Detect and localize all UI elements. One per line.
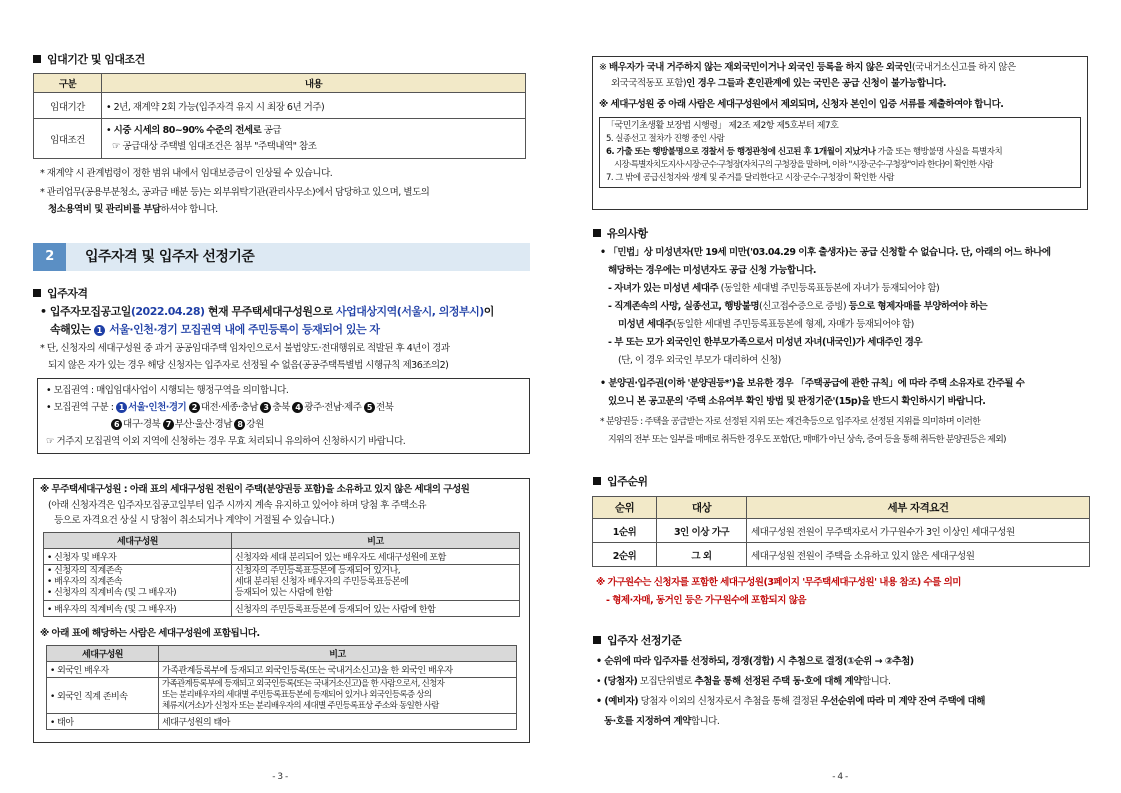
- priority-table: 순위 대상 세부 자격요건 1순위 3인 이상 가구 세대구성원 전원이 무주택자로서 가구원수가 3인 이상인 세대구성원 2순위 그 외 세대구성원 전원이 주택을 소유하고 있지 않은 세대구성원: [592, 496, 1090, 567]
- lease-row-text: • 2년, 재계약 2회 가능(입주자격 유지 시 최장 6년 거주): [102, 93, 526, 119]
- exclusion-inner-box: 「국민기초생활 보장법 시행령」 제2조 제2항 제5호부터 제7호 5. 실종선고 절차가 진행 중인 사람 6. 가출 또는 행방불명으로 경찰서 등 행정관청에 신고된 후 1개월이 지났거나 가출 또는 행방불명 사실을 특별자치 시장·특별자치도지사·시장·군수·구청장(자치구의 구청장을 말하며, 이하 "시장·군수·구청장"이라 한다)이 확인한 사람 7. 그 밖에 공급신청자와 생계 및 주거를 달리한다고 시장·군수·구청장이 확인한 사람: [599, 117, 1081, 188]
- page-number: - 3 -: [272, 772, 288, 782]
- section-2-banner: [33, 243, 530, 271]
- exclusion-box: ※ 배우자가 국내 거주하지 않는 재외국민이거나 외국인 등록을 하지 않은 외국인(국내거소신고를 하지 않은 외국국적동포 포함)인 경우 그들과 혼인관계에 있는 국민은 공급 신청이 불가능합니다. ※ 세대구성원 중 아래 사람은 세대구성원에서 제외되며, 신청자 본인이 입증 서류를 제출하여야 합니다. 「국민기초생활 보장법 시행령」 제2조 제2항 제5호부터 제7호 5. 실종선고 절차가 진행 중인 사람 6. 가출 또는 행방불명으로 경찰서 등 행정관청에 신고된 후 1개월이 지났거나 가출 또는 행방불명 사실을 특별자치 시장·특별자치도지사·시장·군수·구청장(자치구의 구청장을 말하며, 이하 "시장·군수·구청장"이라 한다)이 확인한 사람 7. 그 밖에 공급신청자와 생계 및 주거를 달리한다고 시장·군수·구청장이 확인한 사람: [592, 56, 1088, 210]
- household-table: 세대구성원 비고 • 신청자 및 배우자 신청자와 세대 분리되어 있는 배우자도 세대구성원에 포함 • 신청자의 직계존속 • 배우자의 직계존속 • 신청자의 직계비속 (및 그 배우자) 신청자의 주민등록표등본에 등재되어 있거나, 세대 분리된 신청자 배우자의 주민등록표등본에 등재되어 있는 사람에 한함 • 배우자의 직계비속 (및 그 배우자) 신청자의 주민등록표등본에 등재되어 있는 사람에 한함: [43, 532, 520, 617]
- household-box: ※ 무주택세대구성원 : 아래 표의 세대구성원 전원이 주택(분양권등 포함)을 소유하고 있지 않은 세대의 구성원 (아래 신청자격은 입주자모집공고일부터 입주 시까지 계속 유지하고 있어야 하며 당첨 후 주택소유 등으로 자격요건 상실 시 당첨이 취소되거나 계약이 거절될 수 있습니다.) 세대구성원 비고 • 신청자 및 배우자 신청자와 세대 분리되어 있는 배우자도 세대구성원에 포함 • 신청자의 직계존속 • 배우자의 직계존속 • 신청자의 직계비속 (및 그 배우자) 신청자의 주민등록표등본에 등재되어 있거나, 세대 분리된 신청자 배우자의 주민등록표등본에 등재되어 있는 사람에 한함 • 배우자의 직계비속 (및 그 배우자) 신청자의 주민등록표등본에 등재되어 있는 사람에 한함 ※ 아래 표에 해당하는 사람은 세대구성원에 포함됩니다. 세대구성원 비고 • 외국인 배우자 가족관계등록부에 등재되고 외국인등록(또는 국내거소신고)을 한 외국인 배우자 • 외국인 직계 존비속 가족관계등록부에 등재되고 외국인등록(또는 국내거소신고)을 한 사람으로서, 신청자 또는 분리배우자의 세대별 주민등록표등본에 등재되어 있거나 외국인등록증 상의 체류지(거소)가 신청자 또는 분리배우자의 세대별 주민등록표상 주소와 동일한 사람 • 태아 세대구성원의 태아: [33, 478, 530, 743]
- lease-row-label: 임대조건: [34, 119, 102, 159]
- eligibility-main: • 입주자모집공고일(2022.04.28) 현재 무주택세대구성원으로 사업대상지역(서울시, 의정부시)이 속해있는 1 서울·인천·경기 모집권역 내에 주민등록이 등재되어 있는 자: [40, 305, 494, 336]
- household-included-table: 세대구성원 비고 • 외국인 배우자 가족관계등록부에 등재되고 외국인등록(또는 국내거소신고)을 한 외국인 배우자 • 외국인 직계 존비속 가족관계등록부에 등재되고 외국인등록(또는 국내거소신고)을 한 사람으로서, 신청자 또는 분리배우자의 세대별 주민등록표등본에 등재되어 있거나 외국인등록증 상의 체류지(거소)가 신청자 또는 분리배우자의 세대별 주민등록표상 주소와 동일한 사람 • 태아 세대구성원의 태아: [46, 645, 517, 730]
- caution-heading: 유의사항: [593, 225, 648, 241]
- square-bullet-icon: [593, 477, 601, 485]
- lease-heading: 임대기간 및 임대조건: [33, 51, 145, 67]
- eligibility-notes: * 단, 신청자의 세대구성원 중 과거 공공임대주택 임차인으로서 불법양도·전대행위로 적발된 후 4년이 경과 되지 않은 자가 있는 경우 해당 신청자는 입주자로 선정될 수 없음(공공주택특별법 시행규칙 제36조의2): [40, 343, 450, 371]
- square-bullet-icon: [593, 229, 601, 237]
- section-title: 입주자격 및 입주자 선정기준: [85, 249, 255, 265]
- square-bullet-icon: [33, 55, 41, 63]
- lease-row-text: • 시중 시세의 80~90% 수준의 전세로 공급 ☞ 공급대상 주택별 임대조건은 첨부 "주택내역" 참조: [102, 119, 526, 159]
- page-3: [0, 0, 560, 793]
- lease-table: [33, 73, 526, 159]
- region-list: • 모집권역 구분 : 1 서울·인천·경기 2 대전·세종·충남 3 충북 4 광주·전남·제주 5 전북: [46, 402, 394, 413]
- page-4: [560, 0, 1121, 793]
- square-bullet-icon: [593, 636, 601, 644]
- section-number: 2: [33, 243, 66, 271]
- lease-row-label: 임대기간: [34, 93, 102, 119]
- lease-col-content: 내용: [102, 74, 526, 93]
- page-number: - 4 -: [832, 772, 848, 782]
- priority-heading: 입주순위: [593, 473, 648, 489]
- priority-notes: ※ 가구원수는 신청자를 포함한 세대구성원(3페이지 '무주택세대구성원' 내용 참조) 수를 의미 - 형제·자매, 동거인 등은 가구원수에 포함되지 않음: [596, 577, 961, 606]
- selection-heading: 입주자 선정기준: [593, 632, 681, 648]
- region-box: • 모집권역 : 매입임대사업이 시행되는 행정구역을 의미합니다. • 모집권역 구분 : 1 서울·인천·경기 2 대전·세종·충남 3 충북 4 광주·전남·제주 5 전북 6 대구·경북 7 부산·울산·경남 8 강원 ☞ 거주지 모집권역 이외 지역에 신청하는 경우 무효 처리되니 유의하여 신청하시기 바랍니다.: [37, 378, 530, 454]
- eligibility-heading: 입주자격: [33, 285, 88, 301]
- lease-col-type: 구분: [34, 74, 102, 93]
- lease-notes: * 재계약 시 관계법령이 정한 범위 내에서 임대보증금이 인상될 수 있습니다. * 관리업무(공용부분청소, 공과금 배분 등)는 외부위탁기관(관리사무소)에서 담당하고 있으며, 별도의 청소용역비 및 관리비를 부담하셔야 합니다.: [40, 168, 430, 215]
- caution-body: • 「민법」상 미성년자(만 19세 미만('03.04.29 이후 출생자)는 공급 신청할 수 없습니다. 단, 아래의 어느 하나에 해당하는 경우에는 미성년자도 공급 신청 가능합니다. - 자녀가 있는 미성년 세대주 (동일한 세대별 주민등록표등본에 자녀가 등재되어야 함) - 직계존속의 사망, 실종선고, 행방불명(신고접수증으로 증빙) 등으로 형제자매를 부양하여야 하는 미성년 세대주(동일한 세대별 주민등록표등본에 형제, 자매가 등재되어야 함) - 부 또는 모가 외국인인 한부모가족으로서 미성년 자녀(내국인)가 세대주인 경우 (단, 이 경우 외국인 부모가 대리하여 신청) • 분양권·입주권(이하 '분양권등*')을 보유한 경우 「주택공급에 관한 규칙」에 따라 주택 소유자로 간주될 수 있으니 본 공고문의 '주택 소유여부 확인 방법 및 판정기준'(15p)을 반드시 확인하시기 바랍니다. * 분양권등 : 주택을 공급받는 자로 선정된 지위 또는 재건축등으로 입주자로 선정된 지위를 의미하며 이러한 지위의 전부 또는 일부를 매매로 취득한 경우도 포함(단, 매매가 아닌 상속, 증여 등을 통해 취득한 분양권등은 제외): [600, 247, 1051, 445]
- selection-body: • 순위에 따라 입주자를 선정하되, 경쟁(경합) 시 추첨으로 결정(①순위 → ②추첨) • (당첨자) 모집단위별로 추첨을 통해 선정된 주택 동·호에 대해 계약합니다. • (예비자) 당첨자 이외의 신청자로서 추첨을 통해 결정된 우선순위에 따라 미 계약 잔여 주택에 대해 동·호를 지정하여 계약합니다.: [596, 656, 985, 727]
- square-bullet-icon: [33, 289, 41, 297]
